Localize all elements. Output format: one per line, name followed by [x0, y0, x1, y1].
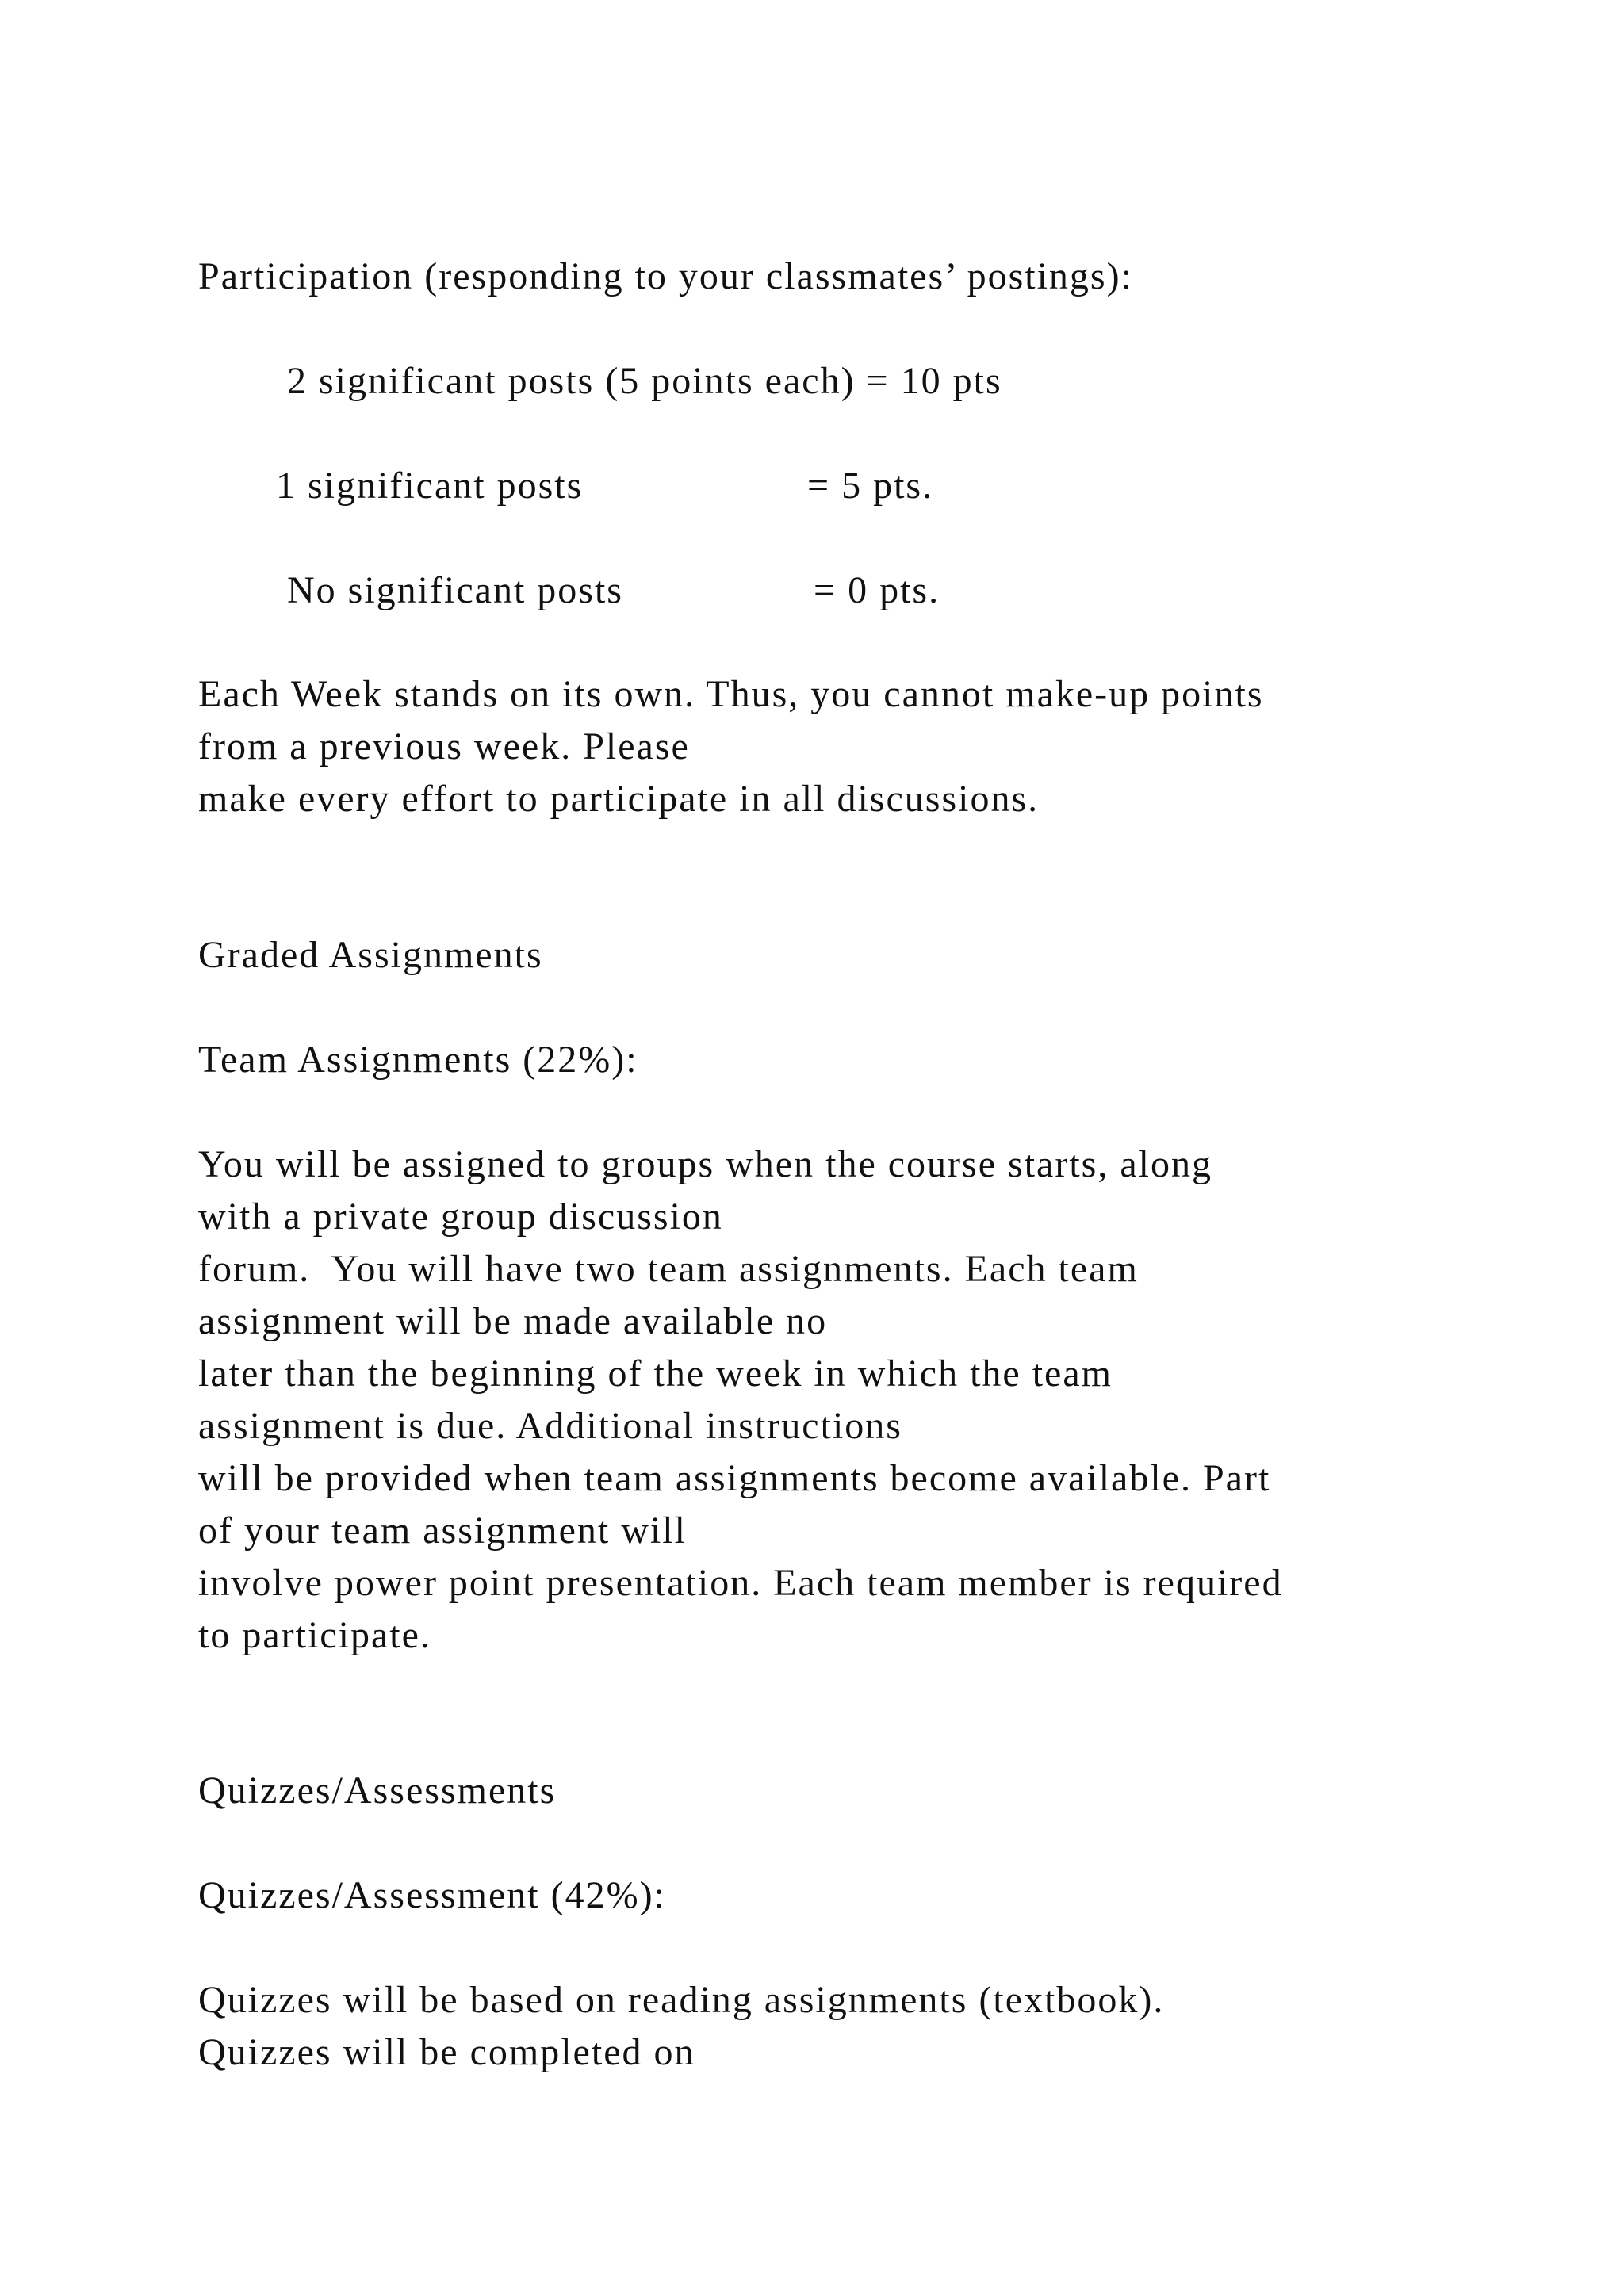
quizzes-line: Quizzes will be completed on	[198, 2031, 695, 2073]
team-assignments-line: later than the beginning of the week in which the team	[198, 1353, 1113, 1395]
team-assignments-line: will be provided when team assignments become available. Part	[198, 1457, 1271, 1499]
team-assignments-line: to participate.	[198, 1614, 431, 1656]
team-assignments-line: involve power point presentation. Each team member is required	[198, 1562, 1283, 1604]
participation-note-line: from a previous week. Please	[198, 725, 690, 767]
participation-row-one-post-label: 1 significant posts	[276, 465, 584, 507]
team-assignments-line: You will be assigned to groups when the course starts, along	[198, 1143, 1212, 1185]
team-assignments-heading: Team Assignments (22%):	[198, 1039, 638, 1081]
team-assignments-line: assignment is due. Additional instructions	[198, 1405, 902, 1447]
quizzes-section-title: Quizzes/Assessments	[198, 1770, 557, 1812]
participation-row-no-posts-label: No significant posts	[287, 569, 623, 611]
team-assignments-line: assignment will be made available no	[198, 1300, 828, 1342]
graded-assignments-title: Graded Assignments	[198, 934, 543, 976]
participation-note-line: Each Week stands on its own. Thus, you cannot make-up points	[198, 673, 1264, 715]
team-assignments-line: of your team assignment will	[198, 1510, 687, 1552]
participation-note-line: make every effort to participate in all discussions.	[198, 778, 1040, 820]
participation-heading: Participation (responding to your classmates’ postings):	[198, 255, 1133, 297]
participation-row-two-posts: 2 significant posts (5 points each) = 10 pts	[287, 360, 1002, 402]
quizzes-heading: Quizzes/Assessment (42%):	[198, 1874, 666, 1916]
team-assignments-line: with a private group discussion	[198, 1196, 723, 1238]
participation-row-one-post-points: = 5 pts.	[807, 465, 934, 507]
participation-row-no-posts-points: = 0 pts.	[814, 569, 940, 611]
quizzes-line: Quizzes will be based on reading assignments (textbook).	[198, 1979, 1165, 2021]
team-assignments-line: forum. You will have two team assignments. Each team	[198, 1248, 1139, 1290]
